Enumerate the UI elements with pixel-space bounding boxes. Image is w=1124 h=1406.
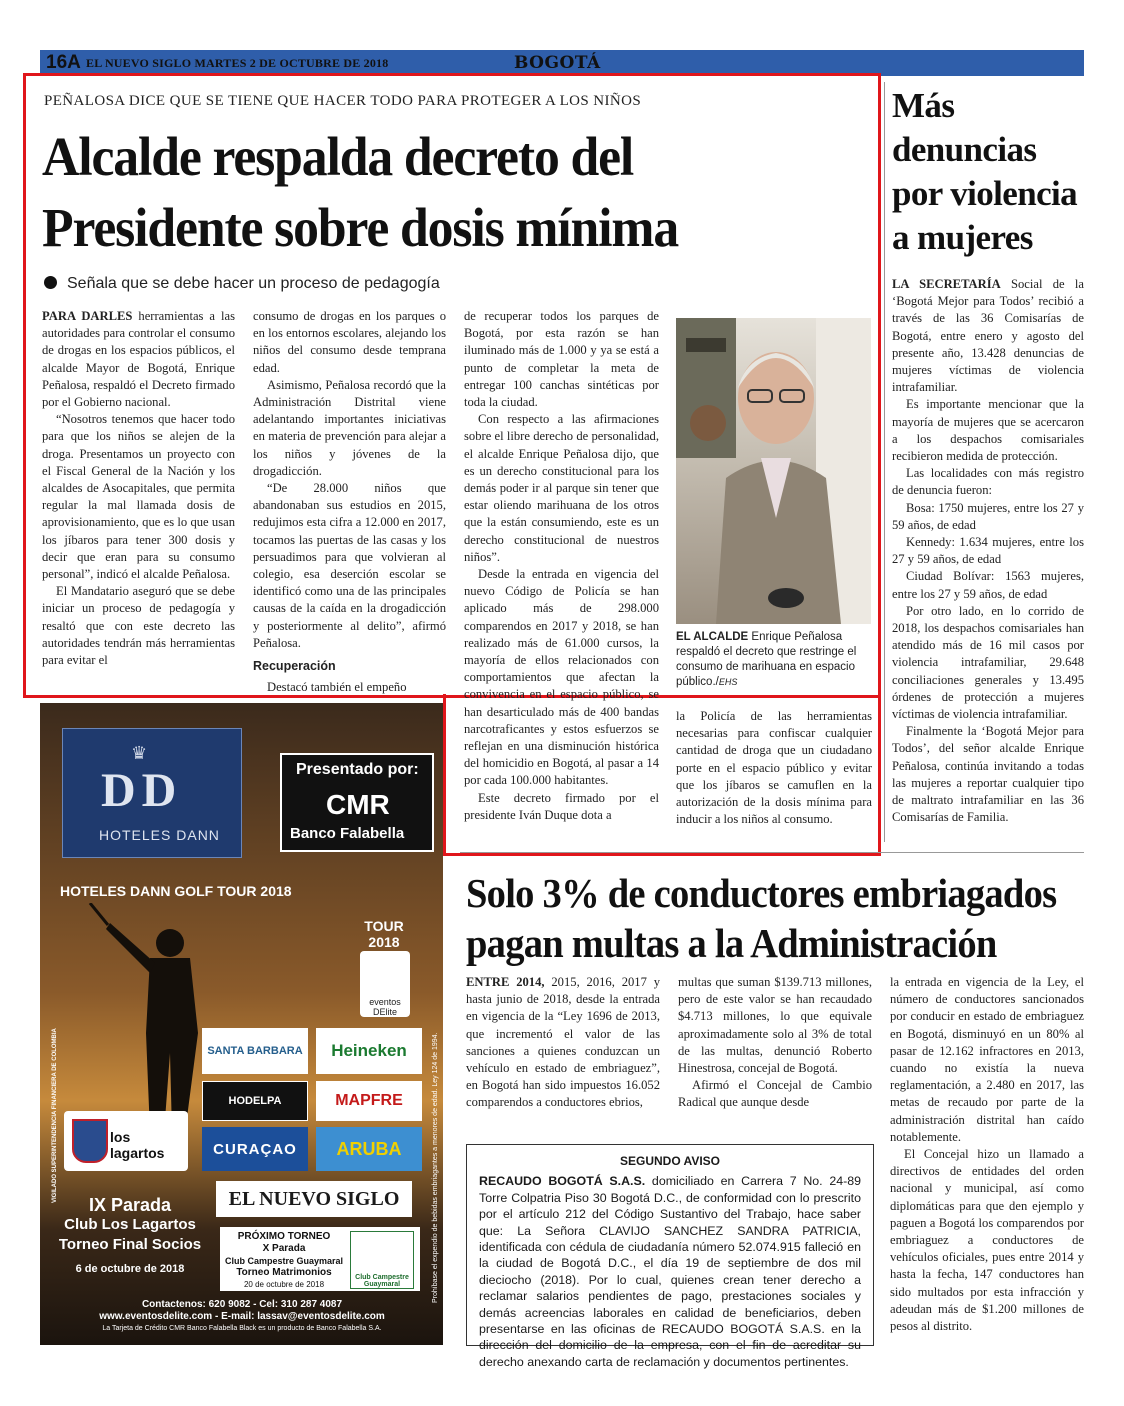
photo-illustration bbox=[676, 318, 871, 624]
paragraph: “Nosotros tenemos que hacer todo para que los niños se alejen de la droga. Presentamos un proyecto con el Fiscal General de la Nación y los alcaldes de Asocapitales, que permita regular la mal llamada dosis de aprovisionamiento, que es lo que usan los jíbaros para tener 300 dosis y decir que eran para su consumo personal”, indicó el alcalde Peñalosa. bbox=[42, 412, 235, 582]
dann-logo-panel bbox=[62, 728, 242, 858]
sponsor-mapfre bbox=[316, 1081, 422, 1121]
sponsor-heineken bbox=[316, 1028, 422, 1074]
notice-body: domiciliado en Carrera 7 No. 24-89 Torre Colpatria Piso 30 Bogotá D.C., de conformidad con lo prescrito por el artículo 212 del Código Sustantivo del Trabajo, hace saber que: La Señora CLAVIJO SANCHEZ SANDRA PATRICIA, identificada con cédula de ciudadanía número 52.074.915 falleció en la ciudad de Bogotá D.C., el día 19 de septiembre de dos mil dieciocho (2018). Por lo cual, quienes crean tener derecho a reclamar salarios pendientes de pago, prestaciones sociales y demás acreencias laborales en calidad de beneficiarios, deben presentarse en las oficinas de RECAUDO BOGOTÁ S.A.S. en la dirección del domicilio de la empresa, con el fin de acreditar su derecho anexando carta de reclamación y documentos pertinentes. bbox=[479, 1174, 862, 1369]
side-title-line: Más bbox=[892, 86, 955, 125]
story-kicker: PEÑALOSA DICE QUE SE TIENE QUE HACER TODO PARA PROTEGER A LOS NIÑOS bbox=[44, 93, 642, 109]
dann-brand: HOTELES DANN bbox=[99, 827, 220, 843]
tour-badge-line: 2018 bbox=[368, 934, 400, 950]
contacts: Contactenos: 620 9082 - Cel: 310 287 4087 bbox=[141, 1299, 343, 1310]
tour-title: HOTELES DANN GOLF TOUR 2018 bbox=[60, 883, 292, 899]
paragraph: Bosa: 1750 mujeres, entre los 27 y 59 años, de edad bbox=[892, 500, 1084, 532]
tour-badge bbox=[358, 918, 410, 950]
horizontal-divider bbox=[460, 852, 1084, 853]
lead-word: LA SECRETARÍA bbox=[892, 277, 1001, 291]
paragraph: El Concejal hizo un llamado a directivos de entidades del orden nacional y municipal, así como diplomáticas para que den ejemplo y paguen a Bogotá los comparendos por embriaguez a conductores de vehículos oficiales, pues entre 2014 y hasta la fecha, 147 conductores han sido multados por esta infracción y adeudan más de $1.200 millones de pesos al distrito. bbox=[890, 1147, 1084, 1334]
crown-icon: ♛ bbox=[131, 743, 148, 764]
next-stop: X Parada bbox=[262, 1243, 306, 1254]
bank-name: Banco Falabella bbox=[290, 825, 405, 842]
paragraph: Las localidades con más registro de denuncia fueron: bbox=[892, 466, 1084, 498]
next-tournament bbox=[220, 1227, 420, 1291]
lead-column-1 bbox=[42, 308, 235, 669]
legal-vertical-left: VIGILADO SUPERINTENDENCIA FINANCIERA DE COLOMBIA bbox=[52, 1028, 58, 1203]
lead-column-4 bbox=[676, 708, 872, 828]
subhead: Recuperación bbox=[253, 659, 336, 674]
sponsor-label: ARUBA bbox=[336, 1138, 402, 1159]
paragraph: El Mandatario aseguró que se debe iniciar un proceso de pedagogía y resaltó que con este decreto las autoridades tendrán más herramientas para evitar el bbox=[42, 584, 235, 668]
sponsor-label: MAPFRE bbox=[335, 1092, 403, 1109]
sponsor-label: HODELPA bbox=[228, 1095, 282, 1107]
lead-column-2 bbox=[253, 308, 446, 696]
fine-print: La Tarjeta de Crédito CMR Banco Falabella Black es un producto de Banco Falabella S.A. bbox=[102, 1325, 382, 1332]
eventos-label: eventos DElite bbox=[369, 997, 401, 1017]
caption-text: Enrique Peñalosa respaldó el decreto que restringe el consumo de marihuana en espacio público./ bbox=[676, 631, 857, 688]
column-divider bbox=[884, 82, 885, 842]
lead-word: ENTRE 2014, bbox=[466, 975, 545, 989]
second-column-2 bbox=[678, 974, 872, 1112]
presented-by: Presentado por: bbox=[296, 761, 419, 778]
sponsor-curacao bbox=[202, 1127, 308, 1171]
second-column-1 bbox=[466, 974, 660, 1112]
sponsor-label: EL NUEVO SIGLO bbox=[228, 1187, 400, 1210]
paragraph: Desde la entrada en vigencia del nuevo Código de Policía se han aplicado más de 298.000 comparendos en 2017 y 2018, se han realizado más de 61.000 cursos, la mayoría de ellos relacionados con comportamientos que afectan la convivencia en el espacio público, se han desarticulado más de 400 bandas narcotraficantes y estos esfuerzos se reflejan en una disminución histórica del homicidio en Bogotá, al pasar a 14 por cada 100.000 habitantes. bbox=[464, 567, 659, 788]
side-title bbox=[892, 84, 1082, 260]
notice-company: RECAUDO BOGOTÁ S.A.S. bbox=[479, 1174, 646, 1189]
stop-label: IX Parada bbox=[88, 1195, 172, 1215]
paragraph: consumo de drogas en los parques o en los entornos escolares, alejando los niños del consumo desde temprana edad. bbox=[253, 309, 446, 375]
side-title-line: denuncias bbox=[892, 130, 1037, 169]
paragraph: Destacó también el empeño bbox=[267, 680, 407, 695]
second-headline-line1: Solo 3% de conductores embriagados bbox=[466, 870, 1057, 916]
second-column-3 bbox=[890, 974, 1084, 1335]
story-headline-line1: Alcalde respalda decreto del bbox=[42, 126, 634, 187]
shield-icon bbox=[72, 1119, 108, 1163]
paragraph: Ciudad Bolívar: 1563 mujeres, entre los 27 y 59 años, de edad bbox=[892, 569, 1084, 601]
guaymaral-label: Club Campestre Guaymaral bbox=[355, 1274, 409, 1288]
paragraph: Por otro lado, en lo corrido de 2018, los despachos comisariales han atendido más de 16 mil casos por violencia intrafamiliar, 29.648 conciliaciones generales y 13.495 órdenes de protección a mujeres víctimas de violencia intrafamiliar. bbox=[892, 603, 1084, 722]
sponsor-label: CURAÇAO bbox=[213, 1140, 297, 1158]
tour-badge-line: TOUR bbox=[364, 918, 404, 934]
paragraph: multas que suman $139.713 millones, pero de este valor se han recaudado $4.713 millones, lo que equivale aproximadamente solo al 3% de total de las multas, denunció Roberto Hinestrosa, concejal de Bogotá. bbox=[678, 975, 872, 1076]
web-contact: www.eventosdelite.com - E-mail: lassav@eventosdelite.com bbox=[99, 1311, 385, 1322]
page-number: 16A bbox=[46, 52, 81, 73]
caption-label: EL ALCALDE bbox=[676, 631, 749, 643]
paragraph: de recuperar todos los parques de Bogotá, por esta razón se han iluminado más de 1.000 y ya se está a punto de completar la meta de entregar 100 canchas sintéticas por toda la ciudad. bbox=[464, 309, 659, 410]
side-title-line: a mujeres bbox=[892, 218, 1033, 257]
legal-vertical-right: Prohíbase el expendio de bebidas embriagantes a menores de edad. Ley 124 de 1994. bbox=[432, 1032, 439, 1303]
sponsor-label: Heineken bbox=[331, 1041, 407, 1060]
paragraph: la Policía de las herramientas necesarias para confiscar cualquier cantidad de droga que un ciudadano porte en el espacio público y evitar que los jíbaros se camuflen en la autorización de la dosis mínima para inducir a los niños al consumo. bbox=[676, 709, 872, 827]
los-lagartos-logo bbox=[64, 1111, 188, 1171]
next-date: 20 de octubre de 2018 bbox=[243, 1280, 325, 1289]
sponsor-aruba bbox=[316, 1127, 422, 1171]
side-title-line: por violencia bbox=[892, 174, 1078, 213]
event-info bbox=[50, 1195, 210, 1279]
contact-info bbox=[50, 1299, 434, 1335]
cmr-logo: CMR bbox=[326, 789, 390, 820]
paper-date: EL NUEVO SIGLO MARTES 2 DE OCTUBRE DE 2018 bbox=[86, 56, 389, 70]
mayor-photo bbox=[676, 318, 871, 624]
legal-notice bbox=[466, 1144, 874, 1369]
lead-column-3 bbox=[464, 308, 659, 824]
paragraph: 2015, 2016, 2017 y hasta junio de 2018, desde la entrada en vigencia de la “Ley 1696 de 2013, que incrementó el valor de las sanciones a quienes conduzcan un vehículo en estado de embriaguez”, en Bogotá han sido impuestos 16.052 comparendos a conductores ebrios, bbox=[466, 975, 660, 1110]
paragraph: Social de la ‘Bogotá Mejor para Todos’ recibió a través de las 36 Comisarías de Bogotá, entre enero y agosto del presente año, 13.428 denuncias de mujeres víctimas de violencia intrafamiliar. bbox=[892, 277, 1084, 395]
sponsor-label: SANTA BARBARA bbox=[207, 1045, 303, 1057]
sponsor-hodelpa bbox=[202, 1081, 308, 1121]
tournament-name: Torneo Final Socios bbox=[58, 1236, 202, 1253]
golf-advertisement bbox=[40, 703, 443, 1345]
paragraph: Es importante mencionar que la mayoría de mujeres que se acercaron a los despachos comisariales recibieron medida de protección. bbox=[892, 397, 1084, 464]
club-name: Club Los Lagartos bbox=[64, 1216, 196, 1233]
cmr-panel bbox=[280, 753, 434, 852]
club-logo-text: los lagartos bbox=[110, 1129, 165, 1161]
paragraph: “De 28.000 niños que abandonaban sus estudios en 2015, redujimos esta cifra a 12.000 en 2017, tocamos las puertas de las casas y los persuadimos para que volvieran al colegio, esa deserción escolar se identificó como una de las principales causas de la caída en la drogadicción y posteriormente al delito”, afirmó Peñalosa. bbox=[253, 481, 446, 650]
event-date: 6 de octubre de 2018 bbox=[75, 1263, 185, 1275]
paragraph: Con respecto a las afirmaciones sobre el libre derecho de personalidad, el alcalde Enrique Peñalosa dijo, que es un derecho constitucional para los demás poder ir al parque sin tener que estar oliendo marihuana de los otros que la están consumiendo, este es un derecho constitucional de nuestros niños”. bbox=[464, 412, 659, 564]
paragraph: Este decreto firmado por el presidente Iván Duque dota a bbox=[464, 790, 659, 822]
paragraph: Kennedy: 1.634 mujeres, entre los 27 y 59 años, de edad bbox=[892, 535, 1084, 567]
paragraph: Asimismo, Peñalosa recordó que la Administración Distrital viene adelantando importantes iniciativas en materia de prevención para alejar a los niños y jóvenes de la drogadicción. bbox=[253, 377, 446, 478]
paragraph: la entrada en vigencia de la Ley, el número de conductores sancionados por conducir en estado de embriaguez en Bogotá, disminuyó en un 80% al pasar de 12.162 infractores en 2013, cuando no existía la nueva reglamentación, a 2.480 en 2017, las metas de recaudo por parte de la administración distrital han caído notablemente. bbox=[890, 975, 1084, 1144]
sponsor-el-nuevo-siglo bbox=[216, 1181, 412, 1217]
story-headline-line2: Presidente sobre dosis mínima bbox=[42, 197, 679, 258]
next-tournament-name: Torneo Matrimonios bbox=[236, 1267, 332, 1278]
next-info bbox=[224, 1231, 344, 1291]
story-deck bbox=[44, 275, 440, 293]
eventos-logo bbox=[360, 951, 410, 1017]
photo-caption bbox=[676, 630, 872, 690]
next-title: PRÓXIMO TORNEO bbox=[237, 1231, 331, 1242]
deck-text: Señala que se debe hacer un proceso de pedagogía bbox=[67, 275, 440, 292]
photo-credit: EHS bbox=[718, 677, 738, 687]
second-headline-line2: pagan multas a la Administración bbox=[466, 920, 997, 966]
paragraph: Finalmente la ‘Bogotá Mejor para Todos’, del señor alcalde Enrique Peñalosa, continúa invitando a todas las mujeres a reportar cualquier tipo de maltrato intrafamiliar en las 36 Comisarías de Familia. bbox=[892, 724, 1084, 825]
paragraph: herramientas a las autoridades para controlar el consumo de drogas en los espacios públicos, el alcalde Mayor de Bogotá, Enrique Peñalosa, respaldó el Decreto firmado por el Gobierno nacional. bbox=[42, 309, 235, 410]
sponsor-santa-barbara bbox=[202, 1028, 308, 1074]
section-name: BOGOTÁ bbox=[514, 53, 601, 73]
dann-monogram: DD bbox=[101, 764, 183, 817]
lead-word: PARA DARLES bbox=[42, 309, 133, 323]
side-column bbox=[892, 276, 1084, 827]
guaymaral-logo bbox=[350, 1231, 414, 1289]
paragraph: Afirmó el Concejal de Cambio Radical que aunque desde bbox=[678, 1078, 872, 1110]
next-club: Club Campestre Guaymaral bbox=[224, 1256, 344, 1266]
bullet-icon bbox=[44, 276, 57, 289]
notice-title: SEGUNDO AVISO bbox=[619, 1154, 720, 1168]
